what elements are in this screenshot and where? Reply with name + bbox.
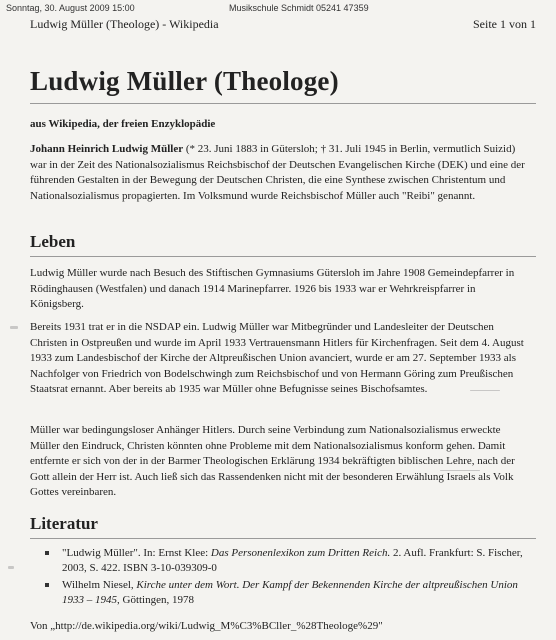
lit-item-title: Das Personenlexikon zum Dritten Reich. [210, 547, 391, 559]
lit-item-details: , Göttingen, 1978 [117, 593, 194, 606]
leben-paragraph-3: Müller war bedingungsloser Anhänger Hitlers. Durch seine Verbindung zum Nationalsozialismus erweckte Müller den Eindruck, Christen könnten ohne Probleme mit dem Nationalsozialismus konform gehen. Damit entfernte er sich von der in der Barmer Theologischen Erklärung 1934 bekräftigten biblischen Lehre, nach der Gott allein der Herr ist. Auch ließ sich das Rassendenken nicht mit der besonderen Erwählung Israels als Volk Gottes vereinbaren. [30, 424, 515, 498]
fax-date: Sonntag, 30. August 2009 15:00 [6, 3, 135, 13]
intro-text: (* 23. Juni 1883 in Gütersloh; † 31. Juli 1945 in Berlin, vermutlich Suizid) war in der Zeit des Nationalsozialismus Reichsbischof der Deutschen Evangelischen Kirche (DEK) und eine der führenden Gestalten in der Bewegung der Deutschen Christen, die eine Synthese zwischen Christentum und Nationalsozialismus propagierten. Im Volksmund wurde Reichsbischof Müller auch "Reibi" genannt. [30, 143, 525, 202]
scan-mark [8, 566, 14, 569]
lit-item-text: "Ludwig Müller". In: Ernst Klee: [62, 547, 211, 559]
leben-divider [30, 256, 536, 257]
scan-mark [440, 470, 480, 471]
leben-paragraph-2: Bereits 1931 trat er in die NSDAP ein. Ludwig Müller war Mitbegründer und Landesleiter der Deutschen Christen in Ostpreußen und wurde im April 1933 Vertrauensmann Hitlers für Kirchenfragen. Seit dem 4. August 1933 zum Landesbischof der Kirche der Altpreußischen Union avanciert, wurde er am 27. September 1933 als Nachfolger von Friedrich von Bodelschwingh zum Reichsbischof und von Hermann Göring zum Preußischen Staatsrat ernannt. Aber bereits ab 1935 war Müller ohne Befugnisse seines Bischofsamtes. [30, 321, 524, 395]
intro-name: Johann Heinrich Ludwig Müller [30, 143, 184, 155]
print-header-title: Ludwig Müller (Theologe) - Wikipedia [30, 17, 219, 31]
scan-mark [10, 326, 18, 329]
article-subtitle: aus Wikipedia, der freien Enzyklopädie [30, 118, 216, 130]
section-heading-literatur: Literatur [30, 514, 98, 533]
article-title: Ludwig Müller (Theologe) [30, 66, 339, 96]
leben-paragraph-1: Ludwig Müller wurde nach Besuch des Stiftischen Gymnasiums Gütersloh im Jahre 1908 Gemeindepfarrer in Rödinghausen (Westfalen) und danach 1914 Marinepfarrer. 1926 bis 1933 war er Wehrkreispfarrer in Königsberg. [30, 267, 515, 310]
title-divider [30, 103, 536, 104]
fax-header [6, 3, 550, 15]
scan-mark [470, 390, 500, 391]
list-item [30, 578, 528, 607]
lit-item-text: Wilhelm Niesel, [62, 579, 137, 591]
fax-sender: Musikschule Schmidt 05241 47359 [229, 3, 369, 13]
lit-item-title: Kirche unter dem Wort. Der Kampf der Bekennenden Kirche der altpreußischen Union 1933 – 1945 [62, 579, 518, 606]
list-item [30, 546, 528, 575]
intro-paragraph [30, 142, 528, 204]
literatur-divider [30, 538, 536, 539]
bullet-icon [45, 551, 49, 555]
lit-item-details: 2. Aufl. Frankfurt: S. Fischer, 2003, S. 422. ISBN 3-10-039309-0 [62, 547, 523, 574]
print-header [30, 17, 536, 33]
source-url: Von „http://de.wikipedia.org/wiki/Ludwig_M%C3%BCller_%28Theologe%29" [30, 620, 383, 632]
section-heading-leben: Leben [30, 232, 76, 251]
bullet-icon [45, 583, 49, 587]
literature-list [30, 546, 528, 610]
print-header-page-number: Seite 1 von 1 [473, 17, 536, 31]
